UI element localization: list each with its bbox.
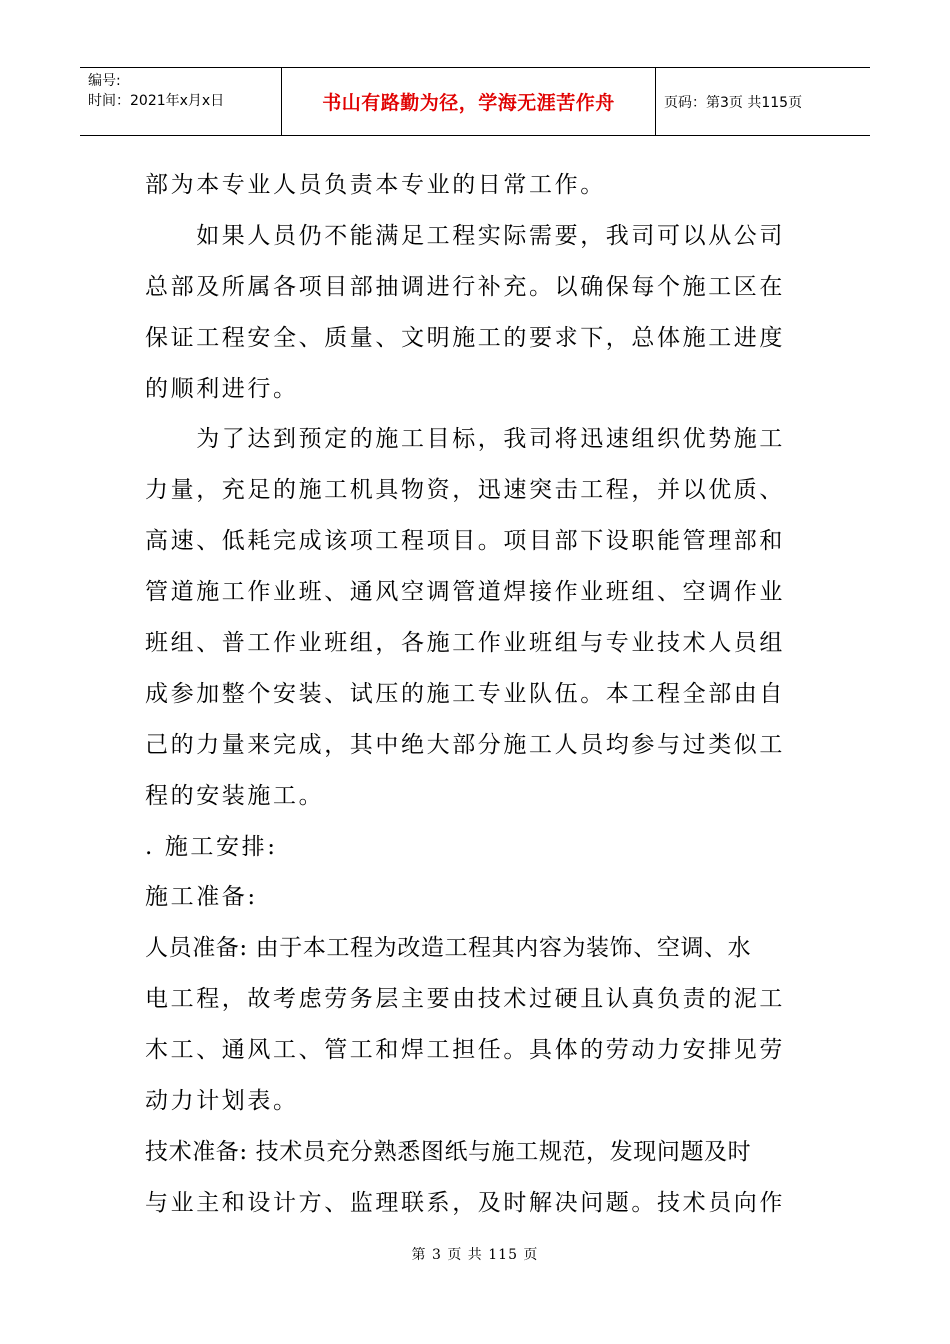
page-footer: 第 3 页 共 115 页 [411, 1247, 539, 1263]
page-info: 页码：第3页 共115页 [664, 94, 803, 111]
time-label: 时间：2021年x月x日 [88, 93, 225, 109]
text-line: 高速、低耗完成该项工程项目。项目部下设职能管理部和 [145, 528, 785, 555]
text-line: 部为本专业人员负责本专业的日常工作。 [145, 172, 606, 198]
text-line: 与业主和设计方、监理联系，及时解决问题。技术员向作 [145, 1189, 785, 1216]
header-motto-cell [282, 68, 656, 135]
text-line: 成参加整个安装、试压的施工专业队伍。本工程全部由自 [145, 680, 785, 707]
page-header [80, 67, 870, 136]
text-line: 管道施工作业班、通风空调管道焊接作业班组、空调作业 [145, 579, 785, 606]
text-line: 如果人员仍不能满足工程实际需要，我司可以从公司 [145, 222, 785, 249]
text-line: 木工、通风工、管工和焊工担任。具体的劳动力安排见劳 [145, 1037, 785, 1064]
text-line: 己的力量来完成，其中绝大部分施工人员均参与过类似工 [145, 731, 785, 758]
header-page-cell [656, 68, 870, 135]
subsection-heading: 施工准备: [145, 884, 258, 911]
motto-text: 书山有路勤为径，学海无涯苦作舟 [322, 92, 615, 114]
text-line: 保证工程安全、质量、文明施工的要求下，总体施工进度 [145, 324, 785, 351]
text-line: 班组、普工作业班组，各施工作业班组与专业技术人员组 [145, 630, 785, 657]
header-left-cell [80, 68, 282, 135]
document-body [145, 160, 810, 1229]
text-line: 力量，充足的施工机具物资，迅速突击工程，并以优质、 [145, 477, 785, 504]
text-line: 动力计划表。 [145, 1088, 299, 1115]
text-line: 为了达到预定的施工目标，我司将迅速组织优势施工 [145, 426, 785, 453]
text-line: 技术准备: 技术员充分熟悉图纸与施工规范，发现问题及时 [145, 1138, 752, 1165]
section-heading: . 施工安排: [145, 833, 278, 860]
text-line: 程的安装施工。 [145, 782, 325, 809]
number-label: 编号: [88, 73, 121, 89]
text-line: 的顺利进行。 [145, 375, 299, 402]
text-line: 人员准备: 由于本工程为改造工程其内容为装饰、空调、水 [145, 935, 752, 962]
text-line: 总部及所属各项目部抽调进行补充。以确保每个施工区在 [145, 273, 785, 300]
text-line: 电工程，故考虑劳务层主要由技术过硬且认真负责的泥工 [145, 986, 785, 1013]
